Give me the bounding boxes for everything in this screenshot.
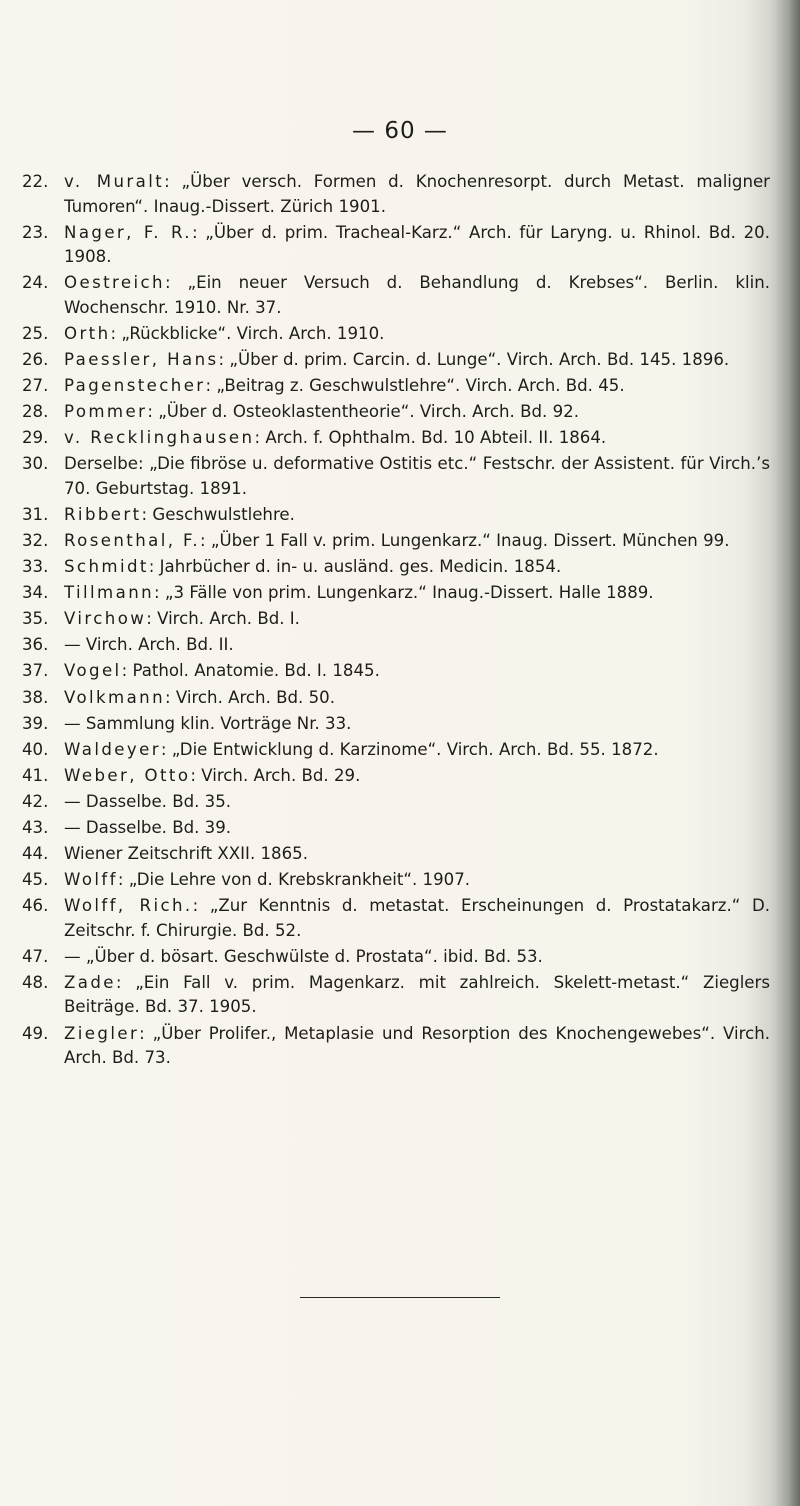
reference-item [22,221,770,270]
reference-number: 45. [22,870,49,890]
reference-text: : „Über d. prim. Tracheal-Karz.“ Arch. für Laryng. u. Rhinol. Bd. 20. 1908. [64,222,770,267]
reference-number: 40. [22,739,49,759]
reference-body [64,374,770,399]
reference-item [22,271,770,320]
reference-text: : Virch. Arch. Bd. 29. [190,765,361,785]
reference-item [22,1022,770,1071]
reference-body [64,426,770,451]
reference-text: : „Ein Fall v. prim. Magenkarz. mit zahlreich. Skelett-metast.“ Zieglers Beiträge. Bd. 37. 1905. [64,972,770,1017]
reference-number: 22. [22,172,49,191]
reference-text: : „Rückblicke“. Virch. Arch. 1910. [110,323,385,343]
reference-author: Weber, Otto [64,765,191,785]
reference-number: 37. [22,661,49,681]
reference-number: 42. [22,791,49,811]
reference-number: 38. [22,687,49,707]
reference-number: 47. [22,946,49,966]
reference-item [22,374,770,399]
reference-body [64,686,770,711]
reference-author: Orth [64,323,111,343]
reference-text: : Virch. Arch. Bd. 50. [165,687,335,707]
reference-item [22,738,770,763]
reference-author: Ribbert [64,504,142,524]
reference-item [22,816,770,841]
reference-text: — Sammlung klin. Vorträge Nr. 33. [64,713,352,733]
reference-text: : Jahrbücher d. in- u. ausländ. ges. Medicin. 1854. [148,557,562,577]
reference-item [22,452,770,501]
reference-number: 32. [22,530,49,550]
reference-number: 35. [22,609,49,629]
reference-text: : „Beitrag z. Geschwulstlehre“. Virch. Arch. Bd. 45. [205,375,625,395]
reference-item [22,971,770,1020]
reference-number: 28. [22,402,49,422]
reference-author: Tillmann [64,583,155,603]
reference-number: 25. [22,323,49,343]
reference-item [22,790,770,815]
reference-author: Waldeyer [64,739,161,759]
reference-text: : „3 Fälle von prim. Lungenkarz.“ Inaug.-Dissert. Halle 1889. [154,583,654,603]
reference-number: 24. [22,273,49,293]
reference-body [64,221,770,270]
reference-text: : Virch. Arch. Bd. I. [146,609,300,629]
reference-item [22,555,770,580]
reference-item [22,426,770,451]
reference-number: 36. [22,635,49,655]
reference-body [64,712,770,737]
reference-list [22,170,770,1072]
reference-item [22,400,770,425]
reference-text: Wiener Zeitschrift XXII. 1865. [64,844,309,864]
reference-item [22,945,770,970]
reference-body [64,452,770,501]
reference-text: : Pathol. Anatomie. Bd. I. 1845. [121,661,380,681]
reference-number: 44. [22,844,49,864]
reference-text: : „Über d. prim. Carcin. d. Lunge“. Virch. Arch. Bd. 145. 1896. [218,349,730,369]
reference-author: Pagenstecher [64,375,206,395]
reference-text: : „Über Prolifer., Metaplasie und Resorption des Knochengewebes“. Virch. Arch. Bd. 73. [64,1023,770,1068]
reference-text: — Virch. Arch. Bd. II. [64,635,234,655]
reference-author: Paessler, Hans [64,349,219,369]
reference-author: Pommer [64,402,148,422]
reference-number: 27. [22,375,49,395]
reference-item [22,170,770,219]
reference-number: 26. [22,349,49,369]
reference-body [64,790,770,815]
reference-item [22,607,770,632]
reference-text: : „Die Lehre von d. Krebskrankheit“. 1907. [117,870,471,890]
reference-body [64,764,770,789]
reference-author: Rosenthal, F. [64,530,201,550]
reference-author: Wolff [64,870,118,890]
reference-item [22,581,770,606]
reference-text: : Arch. f. Ophthalm. Bd. 10 Abteil. II. 1864. [254,428,607,448]
reference-text: Derselbe: „Die fibröse u. deformative Ostitis etc.“ Festschr. der Assistent. für Virch.’s 70. Geburtstag. 1891. [64,454,770,498]
reference-text: : „Die Entwicklung d. Karzinome“. Virch. Arch. Bd. 55. 1872. [160,739,659,759]
reference-body [64,738,770,763]
reference-text: — Dasselbe. Bd. 35. [64,791,232,811]
reference-item [22,868,770,893]
reference-item [22,503,770,528]
reference-text: : Geschwulstlehre. [141,504,295,524]
reference-body [64,400,770,425]
reference-text: — „Über d. bösart. Geschwülste d. Prostata“. ibid. Bd. 53. [64,946,543,966]
reference-author: v. Recklinghausen [64,428,255,448]
reference-item [22,764,770,789]
reference-author: Virchow [64,609,147,629]
reference-body [64,503,770,528]
reference-text: : „Über versch. Formen d. Knochenresorpt. durch Metast. maligner Tumoren“. Inaug.-Dissert. Zürich 1901. [64,172,770,216]
reference-author: Volkmann [64,687,166,707]
reference-body [64,945,770,970]
reference-number: 33. [22,557,49,577]
reference-body [64,170,770,219]
reference-number: 34. [22,583,49,603]
reference-body [64,555,770,580]
reference-number: 41. [22,765,49,785]
reference-item [22,686,770,711]
reference-text: : „Über 1 Fall v. prim. Lungenkarz.“ Inaug. Dissert. München 99. [200,530,730,550]
reference-author: Zade [64,972,116,992]
reference-body [64,607,770,632]
reference-text: : „Über d. Osteoklastentheorie“. Virch. Arch. Bd. 92. [147,402,579,422]
reference-body [64,633,770,658]
reference-body [64,529,770,554]
reference-item [22,842,770,867]
reference-author: Ziegler [64,1023,140,1043]
reference-text: : „Zur Kenntnis d. metastat. Erscheinungen d. Prostatakarz.“ D. Zeitschr. f. Chirurgie. Bd. 52. [64,896,770,940]
reference-body [64,894,770,943]
reference-number: 30. [22,454,49,474]
reference-body [64,581,770,606]
reference-author: Vogel [64,661,122,681]
reference-author: Nager, F. R. [64,222,192,242]
reference-number: 23. [22,222,49,242]
reference-author: Oestreich [64,273,165,293]
reference-number: 29. [22,428,49,448]
reference-author: Wolff, Rich. [64,896,193,916]
page-edge-shadow [770,0,800,1506]
reference-number: 43. [22,817,49,837]
reference-body [64,842,770,867]
reference-author: v. Muralt [64,172,165,191]
reference-item [22,659,770,684]
reference-item [22,348,770,373]
reference-text: — Dasselbe. Bd. 39. [64,817,232,837]
reference-item [22,633,770,658]
reference-body [64,1022,770,1071]
reference-number: 49. [22,1023,49,1043]
reference-number: 48. [22,972,49,992]
reference-body [64,348,770,373]
page-number: — 60 — [352,118,448,144]
end-rule [300,1297,500,1298]
reference-number: 31. [22,504,49,524]
reference-body [64,322,770,347]
reference-body [64,659,770,684]
reference-text: : „Ein neuer Versuch d. Behandlung d. Krebses“. Berlin. klin. Wochenschr. 1910. Nr. 37. [64,273,770,317]
reference-number: 46. [22,896,49,916]
reference-item [22,712,770,737]
reference-author: Schmidt [64,557,149,577]
reference-item [22,322,770,347]
reference-body [64,271,770,320]
reference-number: 39. [22,713,49,733]
reference-body [64,971,770,1020]
reference-body [64,816,770,841]
reference-body [64,868,770,893]
reference-item [22,529,770,554]
reference-item [22,894,770,943]
